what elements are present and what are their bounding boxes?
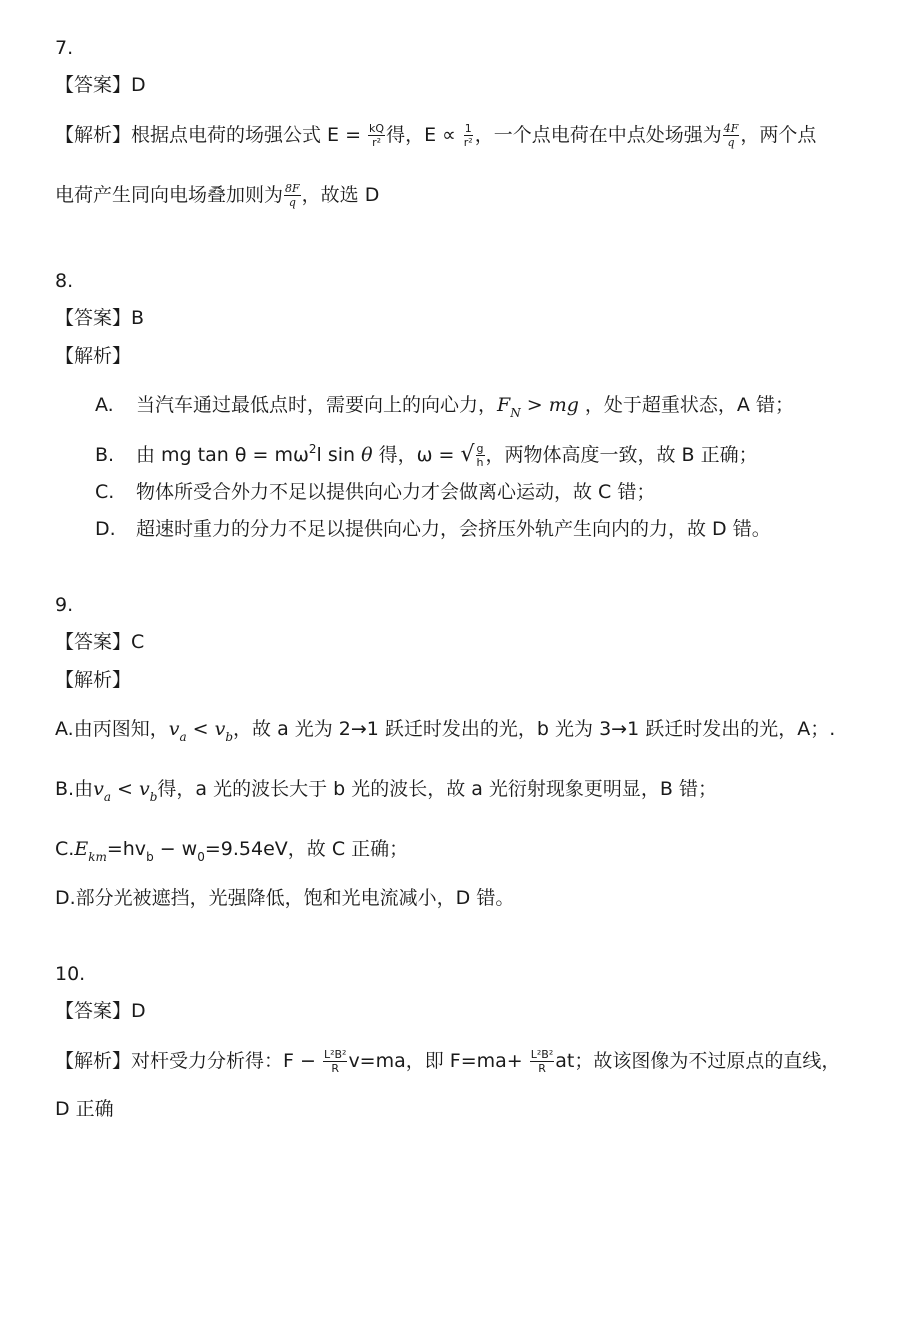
explanation-label-8: 【解析】 — [55, 345, 132, 367]
question-number-7: 7. — [55, 37, 74, 59]
explanation-7-line1: 【解析】根据点电荷的场强公式 E = $\frac{kQ}{\text{r²}}$ 得，E ∝ $\frac{1}{\text{r²}}$ ，一个点电荷在中点处场强为 $\frac{4F}{q}$ ，两个点 — [55, 122, 817, 149]
fraction-g-h: $\frac{g}{h}$ — [476, 442, 484, 469]
explanation-9-line-d: D.部分光被遮挡，光强降低，饱和光电流减小，D 错。 — [55, 887, 515, 909]
explanation-9-line-c: $C.E_{km}=hv_b - w_0=9.54eV$，故 C 正确； — [55, 838, 409, 864]
explanation-10-line1: 【解析】对杆受力分析得：F − $\frac{\text{L²B²}}{R}$ v=ma，即 F=ma+ $\frac{\text{L²B²}}{R}$ at；故该图像为不过原点的直线， — [55, 1048, 841, 1075]
explanation-9-line-a: A.由丙图知，$v_a < v_b$，故 a 光为 2→1 跃迁时发出的光，b 光为 3→1 跃迁时发出的光，A；. — [55, 718, 836, 744]
explanation-10-line2: D 正确 — [55, 1098, 114, 1120]
question-number-9: 9. — [55, 594, 74, 616]
question-number-10: 10. — [55, 963, 86, 985]
explanation-label-9: 【解析】 — [55, 669, 132, 691]
fraction-1-r2: $\frac{1}{\text{r²}}$ — [463, 122, 473, 149]
option-b: B. 由 mg $\tan \theta = m\omega^2l$ sin θ 得，ω = √ $\frac{g}{h}$ ，两物体高度一致，故 B 正确； — [95, 442, 758, 469]
explanation-9-line-b: B.由$v_a < v_b$得，a 光的波长大于 b 光的波长，故 a 光衍射现象更明显，B 错； — [55, 778, 718, 804]
answer-label-8: 【答案】B — [55, 307, 145, 329]
answer-label-10: 【答案】D — [55, 1000, 146, 1022]
question-number-8: 8. — [55, 270, 74, 292]
fraction-kq-r2: $\frac{kQ}{\text{r²}}$ — [369, 122, 385, 149]
fraction-l2b2-r-2: $\frac{\text{L²B²}}{R}$ — [530, 1048, 554, 1075]
fraction-8f-q: $\frac{8F}{q}$ — [285, 182, 300, 209]
answer-label-9: 【答案】C — [55, 631, 145, 653]
option-d: D. 超速时重力的分力不足以提供向心力，会挤压外轨产生向内的力，故 D 错。 — [95, 518, 771, 540]
answer-label-7: 【答案】D — [55, 74, 146, 96]
option-a: A. 当汽车通过最低点时，需要向上的向心力，$F_N$ > mg ，处于超重状态，A 错； — [95, 394, 794, 420]
fraction-l2b2-r-1: $\frac{\text{L²B²}}{R}$ — [323, 1048, 347, 1075]
explanation-7-prefix: 【解析】根据点电荷的场强公式 E = — [55, 124, 368, 146]
option-c: C. 物体所受合外力不足以提供向心力才会做离心运动，故 C 错； — [95, 481, 656, 503]
fraction-4f-q: $\frac{4F}{q}$ — [723, 122, 739, 149]
explanation-7-line2: 电荷产生同向电场叠加则为 $\frac{8F}{q}$ ，故选 D — [55, 182, 380, 209]
